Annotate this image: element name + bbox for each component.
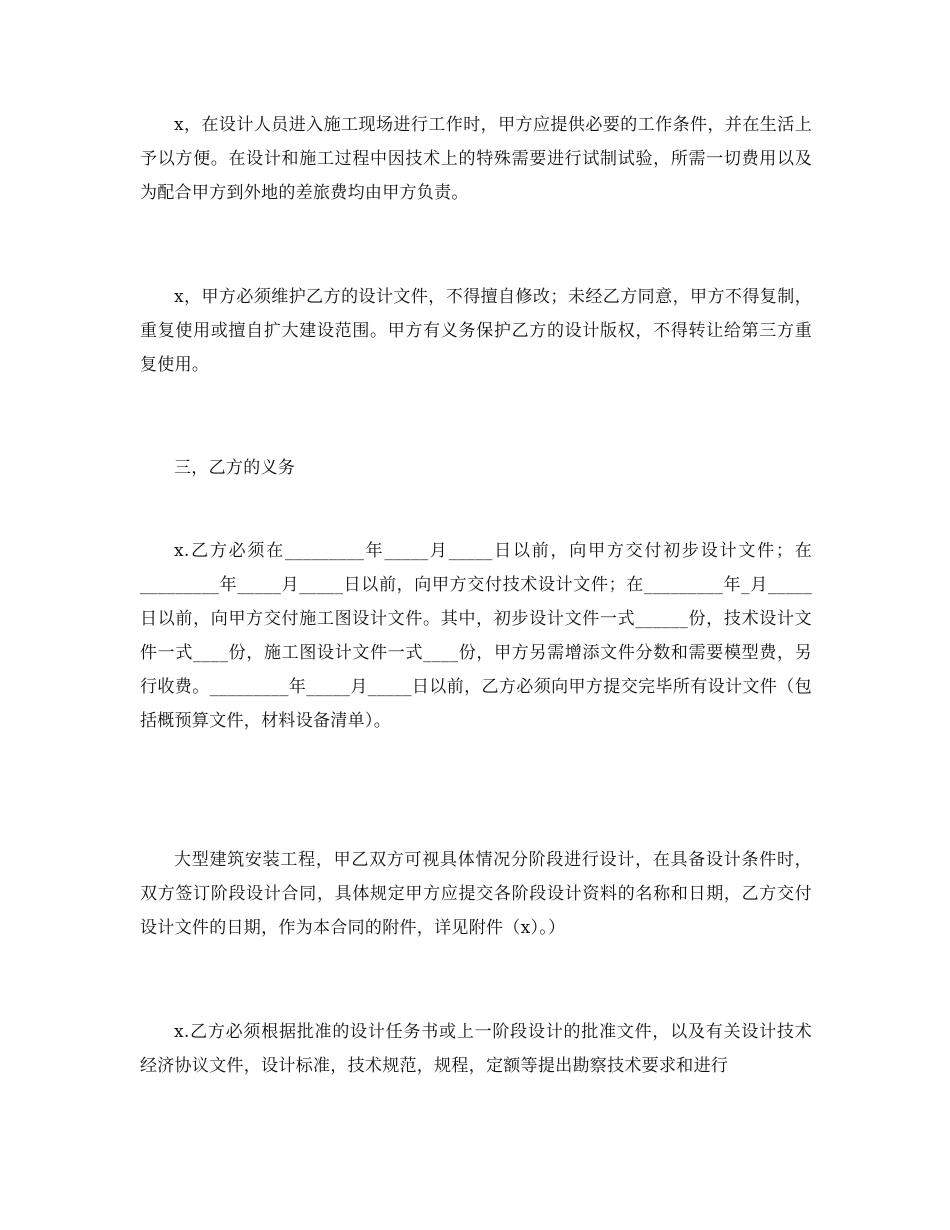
clause-paragraph-phased-design: 大型建筑安装工程，甲乙双方可视具体情况分阶段进行设计，在具备设计条件时，双方签订阶段设计合同，具体规定甲方应提交各阶段设计资料的名称和日期，乙方交付设计文件的日期，作为本合同的附件，详见附件（x）。）: [140, 850, 812, 938]
clause-paragraph-design-basis: x.乙方必须根据批准的设计任务书或上一阶段设计的批准文件，以及有关设计技术经济协议文件，设计标准，技术规范，规程，定额等提出勘察技术要求和进行: [140, 1022, 812, 1076]
clause-paragraph-delivery-schedule: x.乙方必须在_________年_____月_____日以前，向甲方交付初步设计文件；在_________年_____月_____日以前，向甲方交付技术设计文件；在_________年_月_____日以前，向甲方交付施工图设计文件。其中，初步设计文件一式______份，技术设计文件一式____份，施工图设计文件一式____份，甲方另需增添文件分数和需要模型费，另行收费。_________年_____月_____日以前，乙方必须向甲方提交完毕所有设计文件（包括概预算文件，材料设备清单）。: [140, 541, 812, 731]
clause-paragraph-copyright: x，甲方必须维护乙方的设计文件，不得擅自修改；未经乙方同意，甲方不得复制，重复使用或擅自扩大建设范围。甲方有义务保护乙方的设计版权，不得转让给第三方重复使用。: [140, 287, 812, 375]
section-heading-party-b-obligations: 三，乙方的义务: [174, 458, 296, 478]
clause-paragraph-site-conditions: x，在设计人员进入施工现场进行工作时，甲方应提供必要的工作条件，并在生活上予以方便。在设计和施工过程中因技术上的特殊需要进行试制试验，所需一切费用以及为配合甲方到外地的差旅费均由甲方负责。: [140, 115, 812, 203]
